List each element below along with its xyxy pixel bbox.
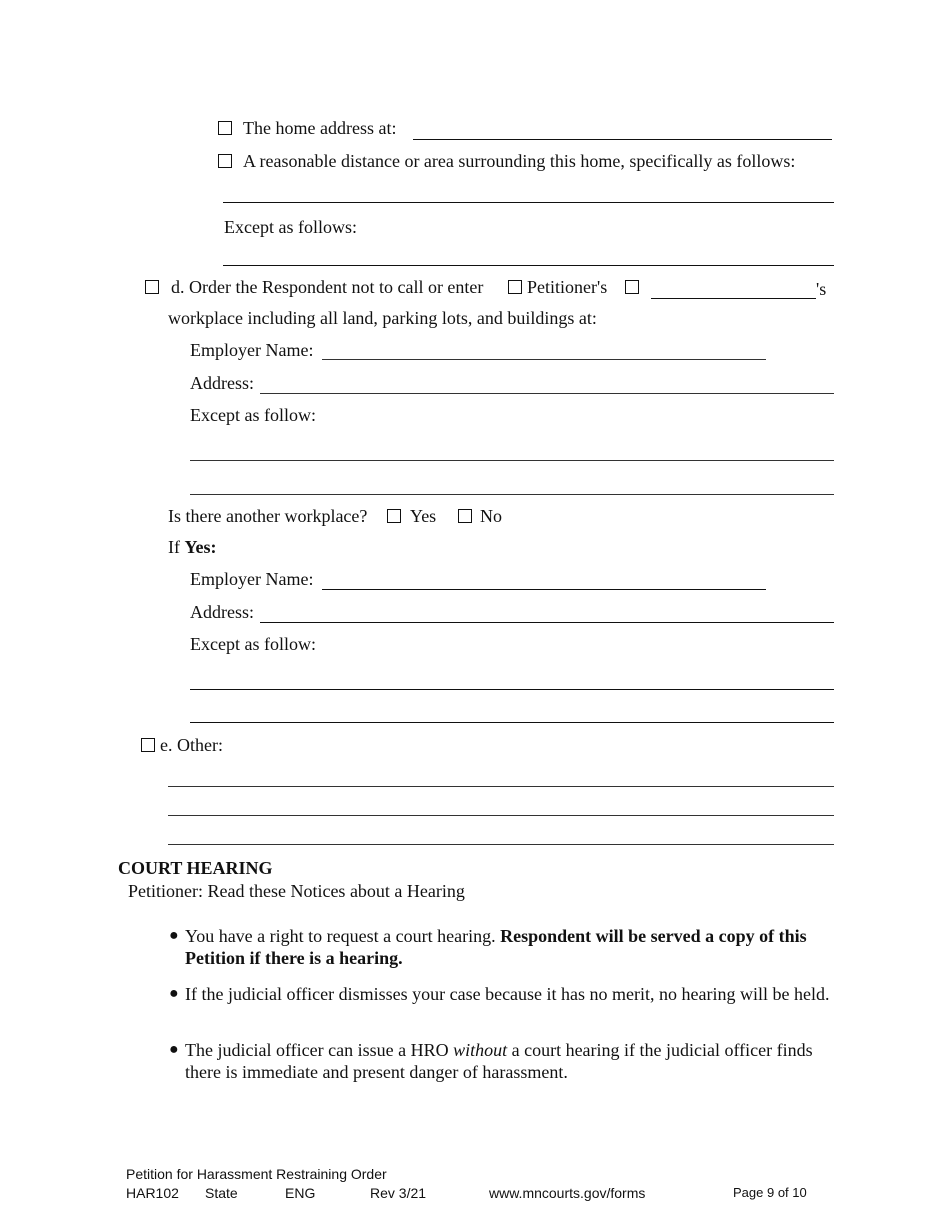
footer-language: ENG [285, 1185, 316, 1201]
employer-name-label: Employer Name: [190, 340, 314, 360]
except-follow-field-2[interactable] [190, 494, 834, 495]
other-field-3[interactable] [168, 844, 834, 845]
except-follow-field-3[interactable] [190, 689, 834, 690]
except-follow-label-2: Except as follow: [190, 634, 316, 654]
bullet-icon: ● [169, 1041, 179, 1058]
court-hearing-heading: COURT HEARING [118, 858, 273, 878]
employer-name-field[interactable] [322, 359, 766, 360]
employer-name-label-2: Employer Name: [190, 569, 314, 589]
employer-name-field-2[interactable] [322, 589, 766, 590]
another-workplace-no-checkbox[interactable] [458, 509, 472, 523]
footer-form-code: HAR102 [126, 1185, 179, 1201]
address-label: Address: [190, 373, 254, 393]
address-label-2: Address: [190, 602, 254, 622]
bullet-icon: ● [169, 927, 179, 944]
section-d-label: d. Order the Respondent not to call or enter [171, 277, 484, 297]
home-address-field[interactable] [413, 139, 832, 140]
bullet-icon: ● [169, 985, 179, 1002]
footer-page-number: Page 9 of 10 [733, 1185, 807, 1200]
if-yes-label: If Yes: [168, 537, 217, 557]
reasonable-distance-checkbox[interactable] [218, 154, 232, 168]
notice-bullet-2: If the judicial officer dismisses your case because it has no merit, no hearing will be held. [185, 984, 830, 1004]
footer-website[interactable]: www.mncourts.gov/forms [489, 1185, 646, 1201]
other-field-2[interactable] [168, 815, 834, 816]
other-person-name-field[interactable] [651, 298, 816, 299]
section-e-checkbox[interactable] [141, 738, 155, 752]
another-workplace-question: Is there another workplace? [168, 506, 368, 526]
notice-bullet-3: The judicial officer can issue a HRO without a court hearing if the judicial officer finds there is immediate and present danger of harassment. [185, 1040, 813, 1082]
reasonable-distance-field[interactable] [223, 202, 834, 203]
reasonable-distance-label: A reasonable distance or area surrounding this home, specifically as follows: [243, 151, 796, 171]
workplace-line: workplace including all land, parking lots, and buildings at: [168, 308, 597, 328]
court-hearing-subheading: Petitioner: Read these Notices about a Hearing [128, 881, 465, 901]
notice-bullet-1: You have a right to request a court hearing. Respondent will be served a copy of this Petition if there is a hearing. [185, 926, 807, 968]
petitioners-label: Petitioner's [527, 277, 608, 297]
except-follow-field-4[interactable] [190, 722, 834, 723]
possessive-suffix: 's [816, 279, 827, 299]
footer-jurisdiction: State [205, 1185, 238, 1201]
except-follow-label: Except as follow: [190, 405, 316, 425]
except-field[interactable] [223, 265, 834, 266]
footer-revision: Rev 3/21 [370, 1185, 427, 1201]
petitioners-checkbox[interactable] [508, 280, 522, 294]
section-d-checkbox[interactable] [145, 280, 159, 294]
other-field-1[interactable] [168, 786, 834, 787]
home-address-checkbox[interactable] [218, 121, 232, 135]
other-person-checkbox[interactable] [625, 280, 639, 294]
except-label: Except as follows: [224, 217, 357, 237]
except-follow-field-1[interactable] [190, 460, 834, 461]
section-e-label: e. Other: [160, 735, 223, 755]
address-field[interactable] [260, 393, 834, 394]
another-workplace-no-label: No [480, 506, 502, 526]
address-field-2[interactable] [260, 622, 834, 623]
another-workplace-yes-label: Yes [410, 506, 437, 526]
footer-form-title: Petition for Harassment Restraining Order [126, 1166, 387, 1182]
another-workplace-yes-checkbox[interactable] [387, 509, 401, 523]
home-address-label: The home address at: [243, 118, 397, 138]
